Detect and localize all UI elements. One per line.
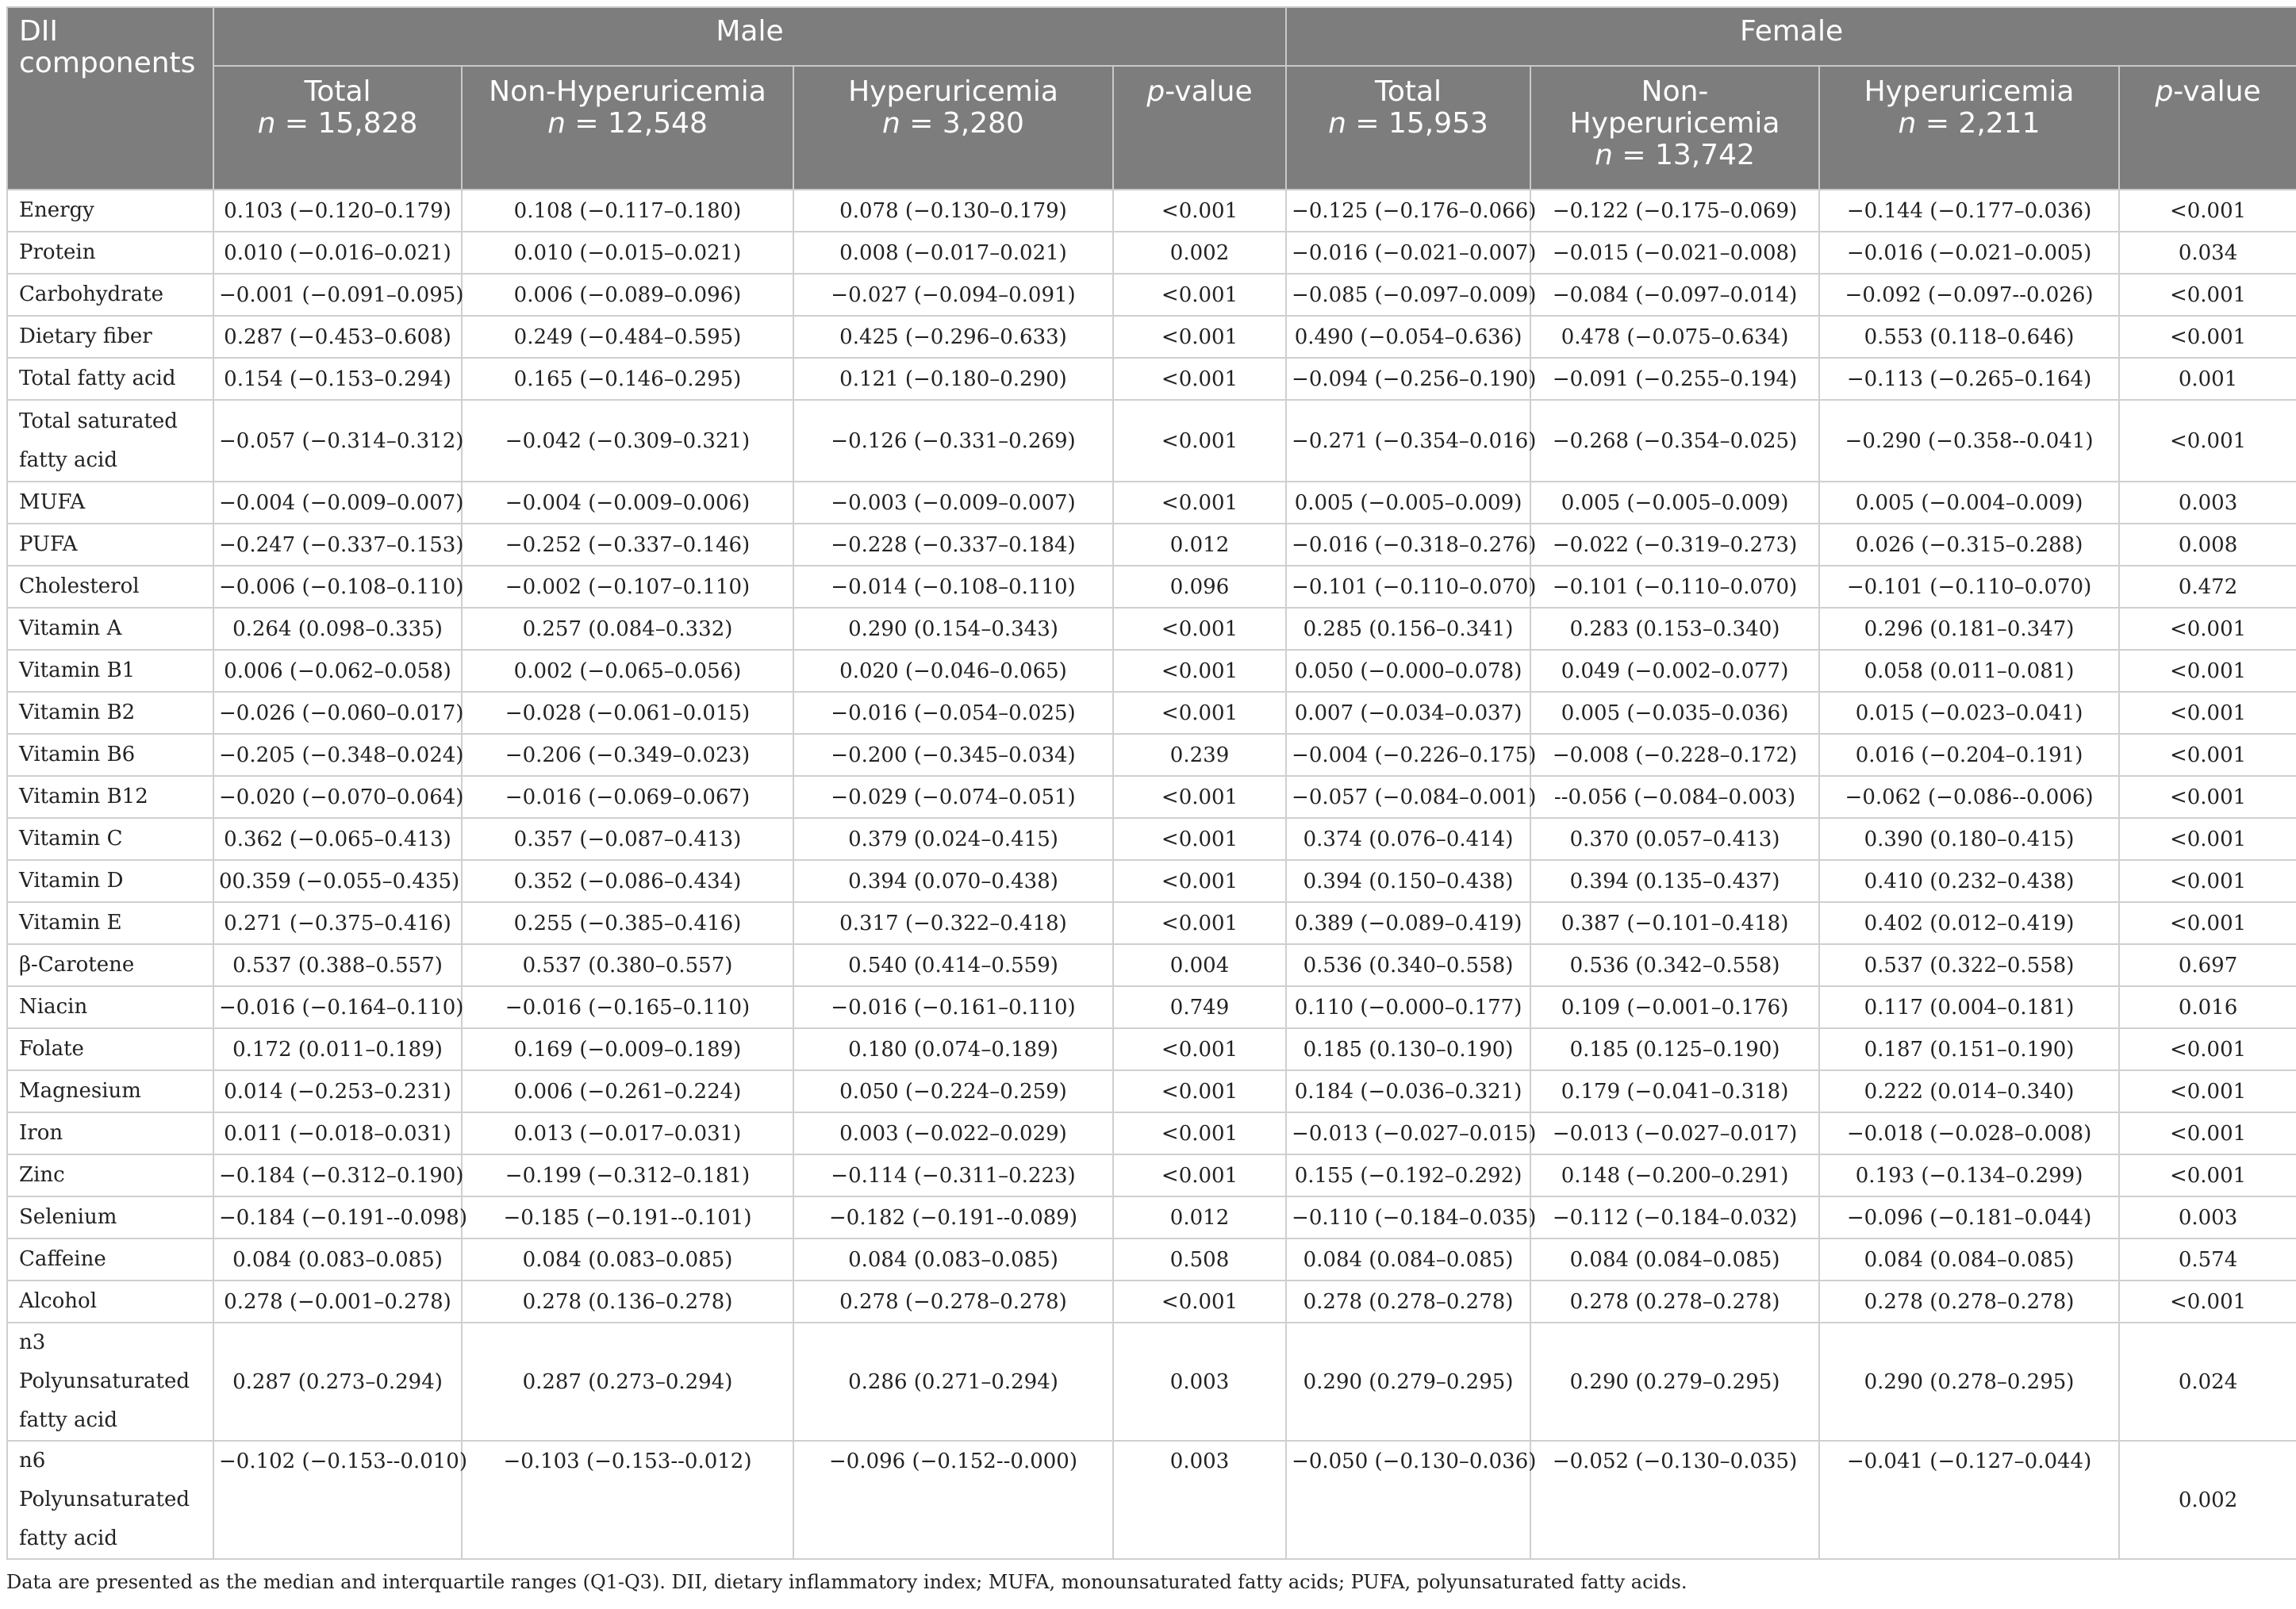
table-cell: 0.410 (0.232–0.438) — [1819, 860, 2119, 902]
table-cell: 0.278 (0.278–0.278) — [1819, 1281, 2119, 1323]
table-cell: 0.012 — [1113, 524, 1286, 566]
table-row — [7, 1238, 2296, 1281]
table-row — [7, 566, 2296, 608]
table-row — [7, 902, 2296, 944]
table-cell: 0.278 (0.136–0.278) — [462, 1281, 793, 1323]
table-cell: <0.001 — [2119, 316, 2296, 358]
table-cell: 0.317 (−0.322–0.418) — [793, 902, 1113, 944]
row-label: Cholesterol — [7, 566, 213, 608]
table-cell: <0.001 — [1113, 1028, 1286, 1070]
table-cell: −0.092 (−0.097--0.026) — [1819, 274, 2119, 316]
table-cell: −0.228 (−0.337–0.184) — [793, 524, 1113, 566]
table-cell: −0.027 (−0.094–0.091) — [793, 274, 1113, 316]
table-cell: <0.001 — [2119, 400, 2296, 482]
table-cell: −0.096 (−0.152--0.000) — [793, 1441, 1113, 1559]
table-row — [7, 1028, 2296, 1070]
table-cell: −0.102 (−0.153--0.010) — [213, 1441, 462, 1559]
row-label: PUFA — [7, 524, 213, 566]
table-cell: 0.271 (−0.375–0.416) — [213, 902, 462, 944]
table-cell: 0.290 (0.279–0.295) — [1530, 1323, 1819, 1441]
table-cell: 0.013 (−0.017–0.031) — [462, 1112, 793, 1154]
table-cell: 0.109 (−0.001–0.176) — [1530, 986, 1819, 1028]
table-cell: −0.247 (−0.337–0.153) — [213, 524, 462, 566]
table-cell: <0.001 — [2119, 776, 2296, 818]
table-cell: 0.003 (−0.022–0.029) — [793, 1112, 1113, 1154]
table-cell: <0.001 — [1113, 316, 1286, 358]
table-cell: −0.003 (−0.009–0.007) — [793, 482, 1113, 524]
table-cell: 0.387 (−0.101–0.418) — [1530, 902, 1819, 944]
table-cell: −0.182 (−0.191--0.089) — [793, 1196, 1113, 1238]
table-cell: <0.001 — [1113, 608, 1286, 650]
table-cell: 0.015 (−0.023–0.041) — [1819, 692, 2119, 734]
row-label: Vitamin B1 — [7, 650, 213, 692]
table-cell: 0.537 (0.380–0.557) — [462, 944, 793, 986]
table-cell: 0.078 (−0.130–0.179) — [793, 190, 1113, 232]
table-cell: 0.394 (0.135–0.437) — [1530, 860, 1819, 902]
table-cell: <0.001 — [1113, 1154, 1286, 1196]
row-label: MUFA — [7, 482, 213, 524]
table-cell: 0.540 (0.414–0.559) — [793, 944, 1113, 986]
row-label: β-Carotene — [7, 944, 213, 986]
table-cell: −0.184 (−0.191--0.098) — [213, 1196, 462, 1238]
table-cell: −0.026 (−0.060–0.017) — [213, 692, 462, 734]
table-cell: 0.172 (0.011–0.189) — [213, 1028, 462, 1070]
table-cell: −0.016 (−0.164–0.110) — [213, 986, 462, 1028]
row-label: Vitamin E — [7, 902, 213, 944]
row-label: Caffeine — [7, 1238, 213, 1281]
table-cell: 0.239 — [1113, 734, 1286, 776]
table-cell: 0.287 (−0.453–0.608) — [213, 316, 462, 358]
table-cell: −0.101 (−0.110–0.070) — [1286, 566, 1530, 608]
table-cell: 0.024 — [2119, 1323, 2296, 1441]
table-cell: 0.034 — [2119, 232, 2296, 274]
header-female-non-hyperuricemia: Non- Hyperuricemia n = 13,742 — [1530, 66, 1819, 190]
row-label: Selenium — [7, 1196, 213, 1238]
table-cell: 0.008 (−0.017–0.021) — [793, 232, 1113, 274]
table-cell: −0.015 (−0.021–0.008) — [1530, 232, 1819, 274]
table-row — [7, 1070, 2296, 1112]
table-cell: <0.001 — [2119, 818, 2296, 860]
table-cell: −0.113 (−0.265–0.164) — [1819, 358, 2119, 400]
table-cell: 0.537 (0.388–0.557) — [213, 944, 462, 986]
table-cell: −0.184 (−0.312–0.190) — [213, 1154, 462, 1196]
table-cell: 0.005 (−0.035–0.036) — [1530, 692, 1819, 734]
table-cell: 0.478 (−0.075–0.634) — [1530, 316, 1819, 358]
table-cell: 0.184 (−0.036–0.321) — [1286, 1070, 1530, 1112]
table-cell: 0.169 (−0.009–0.189) — [462, 1028, 793, 1070]
table-cell: <0.001 — [2119, 902, 2296, 944]
table-row — [7, 776, 2296, 818]
table-cell: 0.249 (−0.484–0.595) — [462, 316, 793, 358]
table-cell: −0.101 (−0.110–0.070) — [1530, 566, 1819, 608]
table-footnote: Data are presented as the median and interquartile ranges (Q1-Q3). DII, dietary inflammatory index; MUFA, monounsaturated fatty acids; PUFA, polyunsaturated fatty acids. — [6, 1571, 1687, 1593]
table-cell: 0.103 (−0.120–0.179) — [213, 190, 462, 232]
table-cell: −0.004 (−0.226–0.175) — [1286, 734, 1530, 776]
dii-components-table — [6, 6, 2296, 1560]
table-cell: <0.001 — [2119, 1281, 2296, 1323]
table-cell: <0.001 — [1113, 358, 1286, 400]
table-cell: 0.155 (−0.192–0.292) — [1286, 1154, 1530, 1196]
row-label: Iron — [7, 1112, 213, 1154]
table-row — [7, 1154, 2296, 1196]
table-cell: <0.001 — [1113, 482, 1286, 524]
table-row — [7, 524, 2296, 566]
table-cell: 0.379 (0.024–0.415) — [793, 818, 1113, 860]
table-cell: −0.022 (−0.319–0.273) — [1530, 524, 1819, 566]
table-cell: 0.425 (−0.296–0.633) — [793, 316, 1113, 358]
row-label: Carbohydrate — [7, 274, 213, 316]
table-cell: 0.016 (−0.204–0.191) — [1819, 734, 2119, 776]
table-cell: −0.122 (−0.175–0.069) — [1530, 190, 1819, 232]
row-label: Vitamin D — [7, 860, 213, 902]
table-cell: 0.008 — [2119, 524, 2296, 566]
table-cell: −0.057 (−0.314–0.312) — [213, 400, 462, 482]
table-cell: <0.001 — [2119, 1070, 2296, 1112]
table-cell: <0.001 — [1113, 650, 1286, 692]
table-cell: −0.103 (−0.153--0.012) — [462, 1441, 793, 1559]
table-cell: 0.179 (−0.041–0.318) — [1530, 1070, 1819, 1112]
table-cell: 0.002 — [2119, 1441, 2296, 1559]
table-cell: 0.007 (−0.034–0.037) — [1286, 692, 1530, 734]
table-cell: 0.004 — [1113, 944, 1286, 986]
table-cell: 0.357 (−0.087–0.413) — [462, 818, 793, 860]
table-cell: −0.041 (−0.127–0.044) — [1819, 1441, 2119, 1559]
table-cell: −0.008 (−0.228–0.172) — [1530, 734, 1819, 776]
table-cell: 0.003 — [1113, 1323, 1286, 1441]
table-cell: −0.085 (−0.097–0.009) — [1286, 274, 1530, 316]
table-cell: −0.004 (−0.009–0.007) — [213, 482, 462, 524]
table-cell: <0.001 — [1113, 400, 1286, 482]
table-row — [7, 692, 2296, 734]
table-cell: 0.394 (0.150–0.438) — [1286, 860, 1530, 902]
table-cell: 0.121 (−0.180–0.290) — [793, 358, 1113, 400]
table-cell: −0.020 (−0.070–0.064) — [213, 776, 462, 818]
table-cell: −0.014 (−0.108–0.110) — [793, 566, 1113, 608]
table-cell: <0.001 — [1113, 1281, 1286, 1323]
table-cell: 0.370 (0.057–0.413) — [1530, 818, 1819, 860]
table-cell: <0.001 — [2119, 190, 2296, 232]
table-cell: <0.001 — [2119, 274, 2296, 316]
header-male-p-value: p-value — [1113, 66, 1286, 190]
table-cell: 0.394 (0.070–0.438) — [793, 860, 1113, 902]
table-cell: 0.296 (0.181–0.347) — [1819, 608, 2119, 650]
table-cell: 0.287 (0.273–0.294) — [213, 1323, 462, 1441]
row-label: Vitamin B2 — [7, 692, 213, 734]
header-female-total: Total n = 15,953 — [1286, 66, 1530, 190]
table-cell: 0.084 (0.083–0.085) — [213, 1238, 462, 1281]
table-cell: 0.257 (0.084–0.332) — [462, 608, 793, 650]
row-label: Vitamin C — [7, 818, 213, 860]
row-label: Zinc — [7, 1154, 213, 1196]
table-cell: 0.010 (−0.015–0.021) — [462, 232, 793, 274]
table-row — [7, 400, 2296, 482]
table-row — [7, 860, 2296, 902]
table-cell: 0.185 (0.130–0.190) — [1286, 1028, 1530, 1070]
table-header — [7, 7, 2296, 190]
table-cell: <0.001 — [2119, 692, 2296, 734]
table-cell: 0.154 (−0.153–0.294) — [213, 358, 462, 400]
table-cell: 0.002 — [1113, 232, 1286, 274]
header-female-p-value: p-value — [2119, 66, 2296, 190]
table-cell: 0.003 — [2119, 1196, 2296, 1238]
table-cell: <0.001 — [2119, 1154, 2296, 1196]
table-cell: 0.278 (−0.001–0.278) — [213, 1281, 462, 1323]
table-cell: −0.016 (−0.069–0.067) — [462, 776, 793, 818]
table-row — [7, 1112, 2296, 1154]
table-cell: 0.490 (−0.054–0.636) — [1286, 316, 1530, 358]
table-cell: 0.537 (0.322–0.558) — [1819, 944, 2119, 986]
table-cell: <0.001 — [2119, 650, 2296, 692]
table-row — [7, 482, 2296, 524]
table-cell: 0.362 (−0.065–0.413) — [213, 818, 462, 860]
table-cell: <0.001 — [2119, 734, 2296, 776]
row-label: Alcohol — [7, 1281, 213, 1323]
table-cell: 0.290 (0.278–0.295) — [1819, 1323, 2119, 1441]
table-cell: −0.110 (−0.184–0.035) — [1286, 1196, 1530, 1238]
table-cell: −0.206 (−0.349–0.023) — [462, 734, 793, 776]
row-label: Magnesium — [7, 1070, 213, 1112]
table-cell: 0.536 (0.340–0.558) — [1286, 944, 1530, 986]
row-label: Folate — [7, 1028, 213, 1070]
table-cell: 0.058 (0.011–0.081) — [1819, 650, 2119, 692]
table-cell: −0.016 (−0.021–0.005) — [1819, 232, 2119, 274]
row-label: n6 Polyunsaturated fatty acid — [7, 1441, 213, 1559]
table-cell: <0.001 — [1113, 818, 1286, 860]
table-cell: −0.062 (−0.086--0.006) — [1819, 776, 2119, 818]
table-cell: −0.290 (−0.358--0.041) — [1819, 400, 2119, 482]
table-cell: 0.084 (0.084–0.085) — [1819, 1238, 2119, 1281]
table-cell: <0.001 — [1113, 1070, 1286, 1112]
table-cell: 0.012 — [1113, 1196, 1286, 1238]
table-cell: −0.084 (−0.097–0.014) — [1530, 274, 1819, 316]
table-cell: 0.508 — [1113, 1238, 1286, 1281]
table-cell: <0.001 — [2119, 860, 2296, 902]
table-cell: 0.697 — [2119, 944, 2296, 986]
table-cell: −0.016 (−0.054–0.025) — [793, 692, 1113, 734]
table-cell: 0.390 (0.180–0.415) — [1819, 818, 2119, 860]
table-cell: 0.011 (−0.018–0.031) — [213, 1112, 462, 1154]
table-cell: −0.042 (−0.309–0.321) — [462, 400, 793, 482]
table-row — [7, 944, 2296, 986]
table-cell: 0.553 (0.118–0.646) — [1819, 316, 2119, 358]
table-cell: 0.084 (0.084–0.085) — [1530, 1238, 1819, 1281]
table-cell: 0.014 (−0.253–0.231) — [213, 1070, 462, 1112]
table-cell: −0.114 (−0.311–0.223) — [793, 1154, 1113, 1196]
table-cell: −0.199 (−0.312–0.181) — [462, 1154, 793, 1196]
table-cell: 0.352 (−0.086–0.434) — [462, 860, 793, 902]
table-row — [7, 608, 2296, 650]
table-cell: −0.112 (−0.184–0.032) — [1530, 1196, 1819, 1238]
table-cell: −0.016 (−0.021–0.007) — [1286, 232, 1530, 274]
table-cell: −0.013 (−0.027–0.017) — [1530, 1112, 1819, 1154]
table-cell: 0.084 (0.083–0.085) — [462, 1238, 793, 1281]
table-cell: 0.006 (−0.062–0.058) — [213, 650, 462, 692]
table-cell: 0.003 — [2119, 482, 2296, 524]
table-row — [7, 358, 2296, 400]
table-cell: −0.016 (−0.161–0.110) — [793, 986, 1113, 1028]
table-cell: 0.287 (0.273–0.294) — [462, 1323, 793, 1441]
table-cell: <0.001 — [1113, 274, 1286, 316]
table-cell: −0.029 (−0.074–0.051) — [793, 776, 1113, 818]
table-cell: 0.005 (−0.005–0.009) — [1530, 482, 1819, 524]
table-cell: 0.096 — [1113, 566, 1286, 608]
row-label: Total fatty acid — [7, 358, 213, 400]
table-cell: 0.574 — [2119, 1238, 2296, 1281]
table-cell: −0.271 (−0.354–0.016) — [1286, 400, 1530, 482]
table-cell: −0.185 (−0.191--0.101) — [462, 1196, 793, 1238]
header-dii-components: DII components — [7, 7, 213, 190]
table-cell: −0.006 (−0.108–0.110) — [213, 566, 462, 608]
table-cell: 0.005 (−0.004–0.009) — [1819, 482, 2119, 524]
header-female-hyperuricemia: Hyperuricemia n = 2,211 — [1819, 66, 2119, 190]
table-cell: −0.028 (−0.061–0.015) — [462, 692, 793, 734]
table-cell: 0.290 (0.279–0.295) — [1286, 1323, 1530, 1441]
table-cell: 0.278 (0.278–0.278) — [1286, 1281, 1530, 1323]
table-cell: 0.006 (−0.261–0.224) — [462, 1070, 793, 1112]
table-cell: −0.013 (−0.027–0.015) — [1286, 1112, 1530, 1154]
table-cell: −0.252 (−0.337–0.146) — [462, 524, 793, 566]
table-cell: 0.117 (0.004–0.181) — [1819, 986, 2119, 1028]
table-cell: −0.125 (−0.176–0.066) — [1286, 190, 1530, 232]
table-cell: 0.050 (−0.000–0.078) — [1286, 650, 1530, 692]
table-cell: 0.002 (−0.065–0.056) — [462, 650, 793, 692]
table-cell: −0.004 (−0.009–0.006) — [462, 482, 793, 524]
table-row — [7, 986, 2296, 1028]
table-cell: 0.255 (−0.385–0.416) — [462, 902, 793, 944]
header-male: Male — [213, 7, 1286, 66]
table-cell: −0.200 (−0.345–0.034) — [793, 734, 1113, 776]
table-row — [7, 1441, 2296, 1559]
table-cell: 0.472 — [2119, 566, 2296, 608]
table-cell: 0.003 — [1113, 1441, 1286, 1559]
table-cell: 0.290 (0.154–0.343) — [793, 608, 1113, 650]
table-cell: 0.278 (0.278–0.278) — [1530, 1281, 1819, 1323]
table-cell: 0.010 (−0.016–0.021) — [213, 232, 462, 274]
table-cell: 0.006 (−0.089–0.096) — [462, 274, 793, 316]
table-cell: −0.016 (−0.165–0.110) — [462, 986, 793, 1028]
table-row — [7, 1196, 2296, 1238]
table-cell: 0.187 (0.151–0.190) — [1819, 1028, 2119, 1070]
table-cell: −0.057 (−0.084–0.001) — [1286, 776, 1530, 818]
table-cell: <0.001 — [1113, 692, 1286, 734]
header-female: Female — [1286, 7, 2296, 66]
table-cell: −0.094 (−0.256–0.190) — [1286, 358, 1530, 400]
row-label: Niacin — [7, 986, 213, 1028]
header-male-total: Total n = 15,828 — [213, 66, 462, 190]
table-cell: −0.205 (−0.348–0.024) — [213, 734, 462, 776]
table-cell: --0.056 (−0.084–0.003) — [1530, 776, 1819, 818]
table-cell: −0.101 (−0.110–0.070) — [1819, 566, 2119, 608]
table-cell: 0.278 (−0.278–0.278) — [793, 1281, 1113, 1323]
table-cell: 0.110 (−0.000–0.177) — [1286, 986, 1530, 1028]
table-row — [7, 190, 2296, 232]
table-cell: −0.050 (−0.130–0.036) — [1286, 1441, 1530, 1559]
header-male-non-hyperuricemia: Non-Hyperuricemia n = 12,548 — [462, 66, 793, 190]
table-cell: 0.185 (0.125–0.190) — [1530, 1028, 1819, 1070]
table-cell: 0.049 (−0.002–0.077) — [1530, 650, 1819, 692]
table-cell: 0.374 (0.076–0.414) — [1286, 818, 1530, 860]
table-cell: 0.285 (0.156–0.341) — [1286, 608, 1530, 650]
table-cell: <0.001 — [2119, 608, 2296, 650]
table-cell: −0.096 (−0.181–0.044) — [1819, 1196, 2119, 1238]
table-cell: <0.001 — [1113, 902, 1286, 944]
table-cell: 00.359 (−0.055–0.435) — [213, 860, 462, 902]
table-cell: <0.001 — [1113, 1112, 1286, 1154]
table-cell: −0.018 (−0.028–0.008) — [1819, 1112, 2119, 1154]
table-cell: 0.050 (−0.224–0.259) — [793, 1070, 1113, 1112]
table-cell: 0.180 (0.074–0.189) — [793, 1028, 1113, 1070]
table-cell: 0.001 — [2119, 358, 2296, 400]
table-row — [7, 734, 2296, 776]
table-cell: 0.148 (−0.200–0.291) — [1530, 1154, 1819, 1196]
table-row — [7, 1323, 2296, 1441]
table-cell: <0.001 — [1113, 776, 1286, 818]
table-cell: 0.165 (−0.146–0.295) — [462, 358, 793, 400]
table-cell: −0.001 (−0.091–0.095) — [213, 274, 462, 316]
table-cell: 0.264 (0.098–0.335) — [213, 608, 462, 650]
table-cell: −0.091 (−0.255–0.194) — [1530, 358, 1819, 400]
table-cell: −0.126 (−0.331–0.269) — [793, 400, 1113, 482]
row-label: n3 Polyunsaturated fatty acid — [7, 1323, 213, 1441]
table-cell: 0.084 (0.084–0.085) — [1286, 1238, 1530, 1281]
table-row — [7, 316, 2296, 358]
row-label: Vitamin B6 — [7, 734, 213, 776]
table-cell: −0.144 (−0.177–0.036) — [1819, 190, 2119, 232]
table-cell: <0.001 — [1113, 190, 1286, 232]
row-label: Total saturated fatty acid — [7, 400, 213, 482]
table-cell: −0.016 (−0.318–0.276) — [1286, 524, 1530, 566]
table-row — [7, 274, 2296, 316]
table-row — [7, 818, 2296, 860]
table-cell: 0.286 (0.271–0.294) — [793, 1323, 1113, 1441]
table-cell: 0.749 — [1113, 986, 1286, 1028]
row-label: Protein — [7, 232, 213, 274]
table-row — [7, 232, 2296, 274]
table-cell: 0.108 (−0.117–0.180) — [462, 190, 793, 232]
table-cell: −0.002 (−0.107–0.110) — [462, 566, 793, 608]
table-cell: 0.283 (0.153–0.340) — [1530, 608, 1819, 650]
table-cell: −0.268 (−0.354–0.025) — [1530, 400, 1819, 482]
table-cell: 0.005 (−0.005–0.009) — [1286, 482, 1530, 524]
row-label: Vitamin A — [7, 608, 213, 650]
table-cell: 0.016 — [2119, 986, 2296, 1028]
table-cell: 0.222 (0.014–0.340) — [1819, 1070, 2119, 1112]
table-cell: <0.001 — [2119, 1028, 2296, 1070]
table-cell: 0.026 (−0.315–0.288) — [1819, 524, 2119, 566]
table-cell: <0.001 — [1113, 860, 1286, 902]
table-cell: 0.402 (0.012–0.419) — [1819, 902, 2119, 944]
table-cell: 0.193 (−0.134–0.299) — [1819, 1154, 2119, 1196]
table-cell: <0.001 — [2119, 1112, 2296, 1154]
table-cell: 0.389 (−0.089–0.419) — [1286, 902, 1530, 944]
table-row — [7, 1281, 2296, 1323]
table-cell: −0.052 (−0.130–0.035) — [1530, 1441, 1819, 1559]
table-row — [7, 650, 2296, 692]
row-label: Dietary fiber — [7, 316, 213, 358]
table-container — [6, 6, 2296, 1560]
row-label: Energy — [7, 190, 213, 232]
row-label: Vitamin B12 — [7, 776, 213, 818]
table-cell: 0.020 (−0.046–0.065) — [793, 650, 1113, 692]
table-body — [7, 190, 2296, 1559]
table-cell: 0.084 (0.083–0.085) — [793, 1238, 1113, 1281]
table-cell: 0.536 (0.342–0.558) — [1530, 944, 1819, 986]
header-male-hyperuricemia: Hyperuricemia n = 3,280 — [793, 66, 1113, 190]
